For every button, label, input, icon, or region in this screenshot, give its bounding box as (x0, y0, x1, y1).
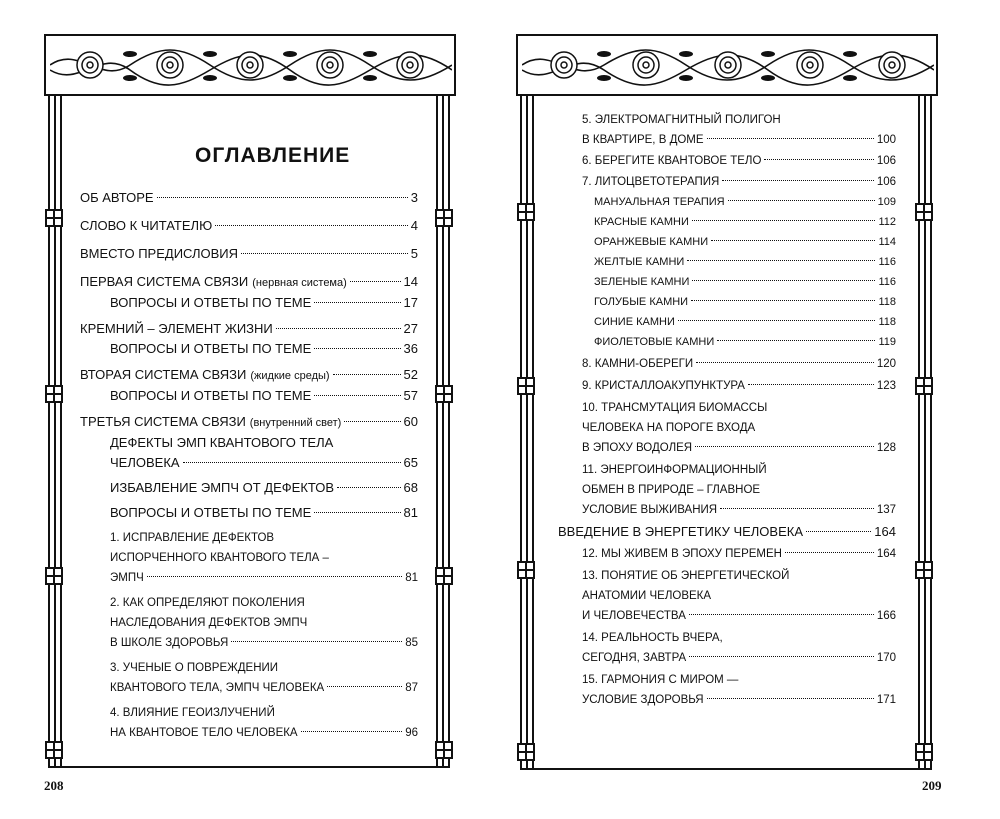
toc-line (80, 244, 418, 264)
toc-page-number: 164 (874, 524, 896, 539)
knot-ornament-icon (516, 742, 536, 762)
toc-line (582, 460, 896, 480)
toc-page-number: 170 (876, 652, 896, 664)
dot-leader (711, 240, 875, 241)
toc-page-number: 81 (403, 505, 418, 520)
toc-page-number: 27 (403, 321, 418, 336)
toc-line (110, 548, 418, 568)
toc-entry (110, 478, 418, 498)
toc-entry (110, 703, 418, 743)
toc-line (110, 339, 418, 359)
toc-line (594, 192, 896, 212)
dot-leader (692, 280, 875, 281)
toc-entry (110, 339, 418, 359)
toc-line (582, 690, 896, 710)
dot-leader (314, 395, 400, 396)
toc-entry-title: ПЕРВАЯ СИСТЕМА СВЯЗИ (80, 274, 249, 289)
toc-page-number: 112 (878, 216, 896, 228)
knot-ornament-icon (914, 376, 934, 396)
toc-page-number: 68 (403, 480, 418, 495)
border-rule (520, 96, 522, 768)
toc-line (80, 272, 418, 293)
toc-line (582, 130, 896, 150)
toc-entry-title: 2. КАК ОПРЕДЕЛЯЮТ ПОКОЛЕНИЯ (110, 597, 305, 609)
toc-line (582, 110, 896, 130)
toc-line (582, 376, 896, 396)
toc-line (582, 354, 896, 374)
toc-entry-title: КВАНТОВОГО ТЕЛА, ЭМПЧ ЧЕЛОВЕКА (110, 682, 325, 694)
toc-page-number: 85 (405, 637, 418, 649)
knot-ornament-icon (44, 208, 64, 228)
toc-entry-title: И ЧЕЛОВЕЧЕСТВА (582, 610, 686, 622)
dot-leader (689, 614, 874, 615)
rose-ornament-band (516, 34, 938, 96)
toc-line (594, 252, 896, 272)
dot-leader (215, 225, 408, 226)
toc-entry (80, 412, 418, 433)
toc-line (110, 633, 418, 653)
border-rule (930, 96, 932, 768)
toc-entry (582, 566, 896, 626)
toc-line (110, 703, 418, 723)
toc-entry (558, 522, 896, 542)
toc-page-number: 17 (403, 295, 418, 310)
toc-entry-title: В КВАРТИРЕ, В ДОМЕ (582, 134, 704, 146)
toc-page-number: 120 (876, 358, 896, 370)
toc-page-number: 164 (876, 548, 896, 560)
dot-leader (691, 300, 875, 301)
toc-entry-title: СЕГОДНЯ, ЗАВТРА (582, 652, 687, 664)
toc-entry-title: МАНУАЛЬНАЯ ТЕРАПИЯ (594, 196, 725, 208)
page-title: ОГЛАВЛЕНИЕ (195, 144, 351, 167)
toc-line (558, 522, 896, 542)
toc-entry-title: УСЛОВИЕ ВЫЖИВАНИЯ (582, 504, 718, 516)
toc-page-number: 119 (878, 336, 896, 348)
toc-entry-title: ВТОРАЯ СИСТЕМА СВЯЗИ (80, 367, 247, 382)
toc-entry (582, 151, 896, 171)
dot-leader (748, 384, 874, 385)
border-rule (526, 96, 528, 768)
toc-line (582, 566, 896, 586)
toc-entry-title: ИСПОРЧЕННОГО КВАНТОВОГО ТЕЛА – (110, 552, 329, 564)
toc-page-number: 60 (403, 414, 418, 429)
knot-ornament-icon (914, 560, 934, 580)
toc-line (80, 412, 418, 433)
toc-line (582, 586, 896, 606)
toc-entry-title: В ШКОЛЕ ЗДОРОВЬЯ (110, 637, 229, 649)
toc-page-number: 128 (876, 442, 896, 454)
dot-leader (314, 348, 400, 349)
toc-page-number: 118 (878, 316, 896, 328)
border-rule (442, 96, 444, 766)
knot-ornament-icon (44, 740, 64, 760)
toc-page-number: 96 (405, 727, 418, 739)
dot-leader (720, 508, 874, 509)
toc-entry (582, 172, 896, 192)
knot-ornament-icon (434, 384, 454, 404)
toc-line (594, 212, 896, 232)
toc-entry (80, 244, 418, 264)
toc-entry-title: 3. УЧЕНЫЕ О ПОВРЕЖДЕНИИ (110, 662, 279, 674)
toc-page-number: 4 (410, 218, 418, 233)
toc-page-number: 166 (876, 610, 896, 622)
toc-entry-title: 1. ИСПРАВЛЕНИЕ ДЕФЕКТОВ (110, 532, 275, 544)
dot-leader (728, 200, 875, 201)
toc-entry-title: 5. ЭЛЕКТРОМАГНИТНЫЙ ПОЛИГОН (582, 114, 781, 126)
toc-entry (582, 354, 896, 374)
page-number: 209 (922, 778, 942, 793)
toc-entry (80, 319, 418, 339)
toc-line (110, 293, 418, 313)
toc-entry (582, 460, 896, 520)
toc-line (582, 480, 896, 500)
toc-entry-title: 14. РЕАЛЬНОСТЬ ВЧЕРА, (582, 632, 723, 644)
dot-leader (314, 512, 400, 513)
border-rule (532, 96, 534, 768)
dot-leader (764, 159, 873, 160)
bottom-rule (48, 766, 450, 768)
right-page (500, 0, 1000, 819)
toc-entry (80, 272, 418, 293)
toc-line (80, 216, 418, 236)
toc-page-number: 3 (410, 190, 418, 205)
toc-line (110, 723, 418, 743)
border-rule (924, 96, 926, 768)
dot-leader (692, 220, 876, 221)
toc-entry-note: (внутренний свет) (249, 417, 342, 429)
knot-ornament-icon (516, 560, 536, 580)
knot-ornament-icon (434, 566, 454, 586)
toc-line (110, 386, 418, 406)
toc-line (582, 500, 896, 520)
toc-entry-title: НА КВАНТОВОЕ ТЕЛО ЧЕЛОВЕКА (110, 727, 298, 739)
toc-entry-title: ЭМПЧ (110, 572, 144, 584)
toc-entry-title: 13. ПОНЯТИЕ ОБ ЭНЕРГЕТИЧЕСКОЙ (582, 570, 790, 582)
toc-page-number: 87 (405, 682, 418, 694)
toc-line (594, 292, 896, 312)
toc-entry-title: НАСЛЕДОВАНИЯ ДЕФЕКТОВ ЭМПЧ (110, 617, 308, 629)
dot-leader (722, 180, 873, 181)
toc-line (110, 433, 418, 453)
toc-entry (110, 528, 418, 588)
toc-page-number: 118 (878, 296, 896, 308)
toc-entry (594, 332, 896, 352)
toc-entry (582, 628, 896, 668)
toc-entry-title: ВОПРОСЫ И ОТВЕТЫ ПО ТЕМЕ (110, 388, 312, 403)
toc-page-number: 106 (876, 155, 896, 167)
toc-entry-title: КРАСНЫЕ КАМНИ (594, 216, 689, 228)
toc-entry (110, 293, 418, 313)
toc-entry-title: ИЗБАВЛЕНИЕ ЭМПЧ ОТ ДЕФЕКТОВ (110, 480, 335, 495)
toc-line (594, 272, 896, 292)
toc-entry-title: ВОПРОСЫ И ОТВЕТЫ ПО ТЕМЕ (110, 295, 312, 310)
toc-entry-title: ЧЕЛОВЕКА (110, 455, 180, 470)
toc-entry-title: ЖЕЛТЫЕ КАМНИ (594, 256, 685, 268)
toc-entry-note: (нервная система) (252, 277, 347, 289)
toc-entry-title: ФИОЛЕТОВЫЕ КАМНИ (594, 336, 715, 348)
toc-entry (80, 188, 418, 208)
border-rule (54, 96, 56, 766)
toc-line (582, 606, 896, 626)
toc-page-number: 5 (410, 246, 418, 261)
toc-list-left (80, 188, 418, 743)
toc-entry-title: ОБ АВТОРЕ (80, 190, 154, 205)
toc-entry-title: 15. ГАРМОНИЯ С МИРОМ — (582, 674, 739, 686)
toc-line (594, 232, 896, 252)
toc-page-number: 137 (876, 504, 896, 516)
dot-leader (241, 253, 408, 254)
toc-line (80, 365, 418, 386)
border-rule (448, 96, 450, 766)
border-rule (60, 96, 62, 766)
toc-entry-title: 4. ВЛИЯНИЕ ГЕОИЗЛУЧЕНИЙ (110, 707, 275, 719)
toc-entry-title: 9. КРИСТАЛЛОАКУПУНКТУРА (582, 380, 745, 392)
toc-page-number: 36 (403, 341, 418, 356)
toc-entry-title: 10. ТРАНСМУТАЦИЯ БИОМАССЫ (582, 402, 768, 414)
dot-leader (231, 641, 402, 642)
bottom-rule (520, 768, 932, 770)
toc-entry-title: 11. ЭНЕРГОИНФОРМАЦИОННЫЙ (582, 464, 767, 476)
dot-leader (687, 260, 875, 261)
border-rule (436, 96, 438, 766)
toc-entry (80, 365, 418, 386)
toc-entry-title: ОРАНЖЕВЫЕ КАМНИ (594, 236, 709, 248)
toc-line (110, 478, 418, 498)
knot-ornament-icon (44, 566, 64, 586)
dot-leader (785, 552, 874, 553)
toc-entry-title: ВВЕДЕНИЕ В ЭНЕРГЕТИКУ ЧЕЛОВЕКА (558, 524, 804, 539)
toc-line (582, 648, 896, 668)
toc-entry (582, 398, 896, 458)
dot-leader (696, 362, 874, 363)
rose-ornament-band (44, 34, 456, 96)
toc-entry-title: 8. КАМНИ-ОБЕРЕГИ (582, 358, 694, 370)
dot-leader (147, 576, 402, 577)
dot-leader (350, 281, 401, 282)
toc-entry-title: АНАТОМИИ ЧЕЛОВЕКА (582, 590, 712, 602)
toc-entry (594, 312, 896, 332)
knot-ornament-icon (914, 742, 934, 762)
toc-entry-title: 6. БЕРЕГИТЕ КВАНТОВОЕ ТЕЛО (582, 155, 762, 167)
toc-entry-note: (жидкие среды) (250, 370, 330, 382)
toc-page-number: 65 (403, 455, 418, 470)
toc-entry (594, 252, 896, 272)
toc-entry-title: ДЕФЕКТЫ ЭМП КВАНТОВОГО ТЕЛА (110, 435, 334, 450)
dot-leader (707, 138, 874, 139)
toc-page-number: 14 (403, 274, 418, 289)
knot-ornament-icon (44, 384, 64, 404)
toc-line (594, 332, 896, 352)
toc-entry (110, 433, 418, 473)
toc-line (80, 188, 418, 208)
knot-ornament-icon (914, 202, 934, 222)
toc-line (582, 418, 896, 438)
toc-page-number: 116 (878, 276, 896, 288)
toc-entry-title: 12. МЫ ЖИВЕМ В ЭПОХУ ПЕРЕМЕН (582, 548, 782, 560)
toc-line (582, 628, 896, 648)
toc-entry (582, 544, 896, 564)
toc-page-number: 109 (877, 196, 896, 208)
toc-entry-title: ЗЕЛЕНЫЕ КАМНИ (594, 276, 690, 288)
dot-leader (157, 197, 408, 198)
toc-entry (594, 192, 896, 212)
dot-leader (678, 320, 876, 321)
toc-entry (110, 658, 418, 698)
toc-line (110, 678, 418, 698)
dot-leader (707, 698, 874, 699)
toc-page-number: 116 (878, 256, 896, 268)
toc-entry-title: УСЛОВИЕ ЗДОРОВЬЯ (582, 694, 704, 706)
toc-page-number: 81 (405, 572, 418, 584)
toc-entry-title: СИНИЕ КАМНИ (594, 316, 675, 328)
dot-leader (314, 302, 400, 303)
toc-line (582, 670, 896, 690)
toc-entry (582, 376, 896, 396)
dot-leader (333, 374, 401, 375)
toc-entry-title: ТРЕТЬЯ СИСТЕМА СВЯЗИ (80, 414, 246, 429)
toc-entry (594, 232, 896, 252)
knot-ornament-icon (516, 376, 536, 396)
toc-entry (582, 110, 896, 150)
knot-ornament-icon (434, 208, 454, 228)
toc-line (582, 398, 896, 418)
toc-entry (110, 386, 418, 406)
dot-leader (276, 328, 401, 329)
toc-entry-title: ВОПРОСЫ И ОТВЕТЫ ПО ТЕМЕ (110, 341, 312, 356)
toc-entry-title: ЧЕЛОВЕКА НА ПОРОГЕ ВХОДА (582, 422, 756, 434)
toc-line (80, 319, 418, 339)
toc-line (110, 453, 418, 473)
dot-leader (301, 731, 403, 732)
toc-entry (594, 292, 896, 312)
dot-leader (344, 421, 400, 422)
toc-entry-title: В ЭПОХУ ВОДОЛЕЯ (582, 442, 693, 454)
rose-ornament-icon (50, 40, 452, 90)
toc-page-number: 123 (876, 380, 896, 392)
toc-entry-title: ВМЕСТО ПРЕДИСЛОВИЯ (80, 246, 239, 261)
toc-line (582, 151, 896, 171)
toc-entry-title: СЛОВО К ЧИТАТЕЛЮ (80, 218, 213, 233)
toc-entry-title: ВОПРОСЫ И ОТВЕТЫ ПО ТЕМЕ (110, 505, 312, 520)
toc-line (594, 312, 896, 332)
toc-line (110, 568, 418, 588)
page-number: 208 (44, 778, 64, 793)
toc-entry (110, 503, 418, 523)
dot-leader (695, 446, 874, 447)
knot-ornament-icon (434, 740, 454, 760)
toc-line (582, 172, 896, 192)
border-rule (48, 96, 50, 766)
toc-line (582, 438, 896, 458)
toc-line (110, 658, 418, 678)
toc-page-number: 171 (876, 694, 896, 706)
dot-leader (337, 487, 400, 488)
toc-line (110, 503, 418, 523)
toc-entry-title: ОБМЕН В ПРИРОДЕ – ГЛАВНОЕ (582, 484, 761, 496)
toc-entry (594, 272, 896, 292)
knot-ornament-icon (516, 202, 536, 222)
toc-entry (594, 212, 896, 232)
dot-leader (183, 462, 401, 463)
toc-page-number: 106 (876, 176, 896, 188)
toc-entry (80, 216, 418, 236)
toc-page-number: 57 (403, 388, 418, 403)
toc-line (110, 593, 418, 613)
toc-entry-title: ГОЛУБЫЕ КАМНИ (594, 296, 689, 308)
toc-entry-title: 7. ЛИТОЦВЕТОТЕРАПИЯ (582, 176, 720, 188)
dot-leader (717, 340, 875, 341)
toc-page-number: 114 (878, 236, 896, 248)
dot-leader (327, 686, 402, 687)
rose-ornament-icon (522, 40, 934, 90)
toc-line (582, 544, 896, 564)
toc-list-right (558, 110, 896, 710)
toc-line (110, 528, 418, 548)
toc-page-number: 52 (403, 367, 418, 382)
toc-entry (110, 593, 418, 653)
toc-page-number: 100 (876, 134, 896, 146)
border-rule (918, 96, 920, 768)
toc-line (110, 613, 418, 633)
toc-entry (582, 670, 896, 710)
dot-leader (806, 531, 871, 532)
toc-entry-title: КРЕМНИЙ – ЭЛЕМЕНТ ЖИЗНИ (80, 321, 273, 336)
dot-leader (689, 656, 874, 657)
